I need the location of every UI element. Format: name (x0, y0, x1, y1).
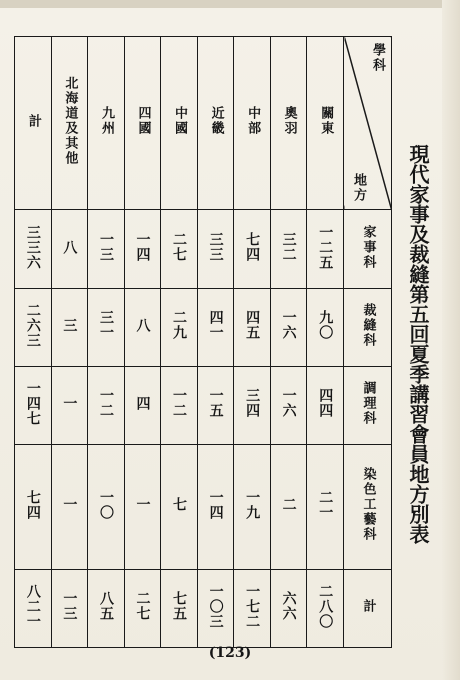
table-cell (234, 444, 271, 569)
table-cell (161, 444, 198, 569)
table-cell (161, 288, 198, 366)
subject-label: 計 (360, 598, 376, 614)
table-cell (161, 366, 198, 444)
subject-label: 裁縫科 (360, 302, 376, 348)
cell-value: 二八〇 (317, 583, 334, 629)
cell-value: 一 (61, 395, 78, 411)
table-cell (124, 569, 161, 647)
table-row (15, 444, 392, 569)
table-cell (15, 210, 52, 288)
table-cell (15, 288, 52, 366)
table-cell (88, 569, 125, 647)
region-label: 計 (25, 113, 41, 129)
cell-value: 二九 (171, 310, 188, 341)
cell-value: 一〇 (97, 489, 114, 520)
cell-value: 八 (134, 317, 151, 333)
region-label: 中部 (245, 106, 261, 137)
cell-value: 一 (134, 497, 151, 513)
region-header-cell (197, 37, 234, 210)
cell-value: 二一 (317, 489, 334, 520)
data-table-container (14, 36, 392, 648)
table-cell (270, 444, 307, 569)
cell-value: 七 (171, 497, 188, 513)
table-row (15, 210, 392, 288)
region-label: 奧羽 (281, 106, 297, 137)
header-row (15, 37, 392, 210)
table-cell (161, 210, 198, 288)
table-cell (234, 210, 271, 288)
subject-header-cell (344, 444, 392, 569)
table-cell (51, 366, 88, 444)
cell-value: 六六 (280, 591, 297, 622)
cell-value: 四 (134, 395, 151, 411)
table-cell (307, 569, 344, 647)
subject-label: 調理科 (360, 380, 376, 426)
region-label: 四國 (135, 106, 151, 137)
cell-value: 一四 (134, 232, 151, 263)
table-cell (124, 366, 161, 444)
cell-value: 四一 (207, 310, 224, 341)
cell-value: 一七二 (244, 583, 261, 629)
cell-value: 八二一 (24, 583, 41, 629)
region-header-cell (88, 37, 125, 210)
cell-value: 二七 (171, 232, 188, 263)
corner-subject-label: 學科 (370, 43, 385, 73)
table-cell (270, 288, 307, 366)
cell-value: 八五 (97, 591, 114, 622)
page-edge-top (0, 0, 460, 8)
region-label: 中國 (172, 106, 188, 137)
region-label: 關東 (318, 106, 334, 137)
cell-value: 二 (280, 497, 297, 513)
table-cell (307, 288, 344, 366)
table-cell (51, 444, 88, 569)
table-cell (234, 569, 271, 647)
region-header-cell (15, 37, 52, 210)
subject-header-cell (344, 210, 392, 288)
cell-value: 一四七 (24, 380, 41, 426)
region-label: 九州 (98, 106, 114, 137)
cell-value: 一〇三 (207, 583, 224, 629)
table-cell (197, 288, 234, 366)
cell-value: 一九 (244, 489, 261, 520)
cell-value: 一二五 (317, 224, 334, 270)
table-cell (51, 210, 88, 288)
cell-value: 一三 (97, 232, 114, 263)
region-header-cell (270, 37, 307, 210)
cell-value: 三 (61, 317, 78, 333)
cell-value: 七四 (24, 489, 41, 520)
cell-value: 三三 (207, 232, 224, 263)
cell-value: 三四 (244, 388, 261, 419)
cell-value: 二七 (134, 591, 151, 622)
cell-value: 一 (61, 497, 78, 513)
corner-region-label: 地方 (351, 173, 366, 204)
table-row (15, 569, 392, 647)
table-cell (197, 444, 234, 569)
cell-value: 一二 (97, 388, 114, 419)
subject-header-cell (344, 366, 392, 444)
table-cell (124, 288, 161, 366)
table-row (15, 288, 392, 366)
table-cell (15, 366, 52, 444)
cell-value: 七五 (171, 591, 188, 622)
cell-value: 一六 (280, 310, 297, 341)
page-number: (123) (208, 645, 252, 661)
data-table (14, 36, 392, 648)
table-title: 現代家事及裁縫第五回夏季講習會員地方別表 (406, 144, 430, 544)
table-cell (124, 444, 161, 569)
cell-value: 九〇 (317, 310, 334, 341)
cell-value: 三二 (280, 232, 297, 263)
region-header-cell (234, 37, 271, 210)
table-cell (88, 444, 125, 569)
table-cell (307, 444, 344, 569)
region-header-cell (161, 37, 198, 210)
cell-value: 四五 (244, 310, 261, 341)
table-cell (88, 210, 125, 288)
page-edge-right (442, 0, 460, 680)
table-cell (51, 569, 88, 647)
region-header-cell (51, 37, 88, 210)
table-cell (234, 288, 271, 366)
region-label: 近畿 (208, 106, 224, 137)
region-header-cell (124, 37, 161, 210)
table-cell (197, 210, 234, 288)
table-cell (270, 366, 307, 444)
table-cell (88, 288, 125, 366)
table-cell (197, 366, 234, 444)
cell-value: 一四 (207, 489, 224, 520)
cell-value: 三一 (97, 310, 114, 341)
table-cell (161, 569, 198, 647)
table-cell (15, 444, 52, 569)
table-cell (15, 569, 52, 647)
cell-value: 八 (61, 239, 78, 255)
cell-value: 七四 (244, 232, 261, 263)
table-row (15, 366, 392, 444)
table-cell (270, 569, 307, 647)
table-cell (88, 366, 125, 444)
cell-value: 三三六 (24, 224, 41, 270)
table-cell (124, 210, 161, 288)
cell-value: 二六三 (24, 302, 41, 348)
subject-label: 家事科 (360, 224, 376, 270)
subject-header-cell (344, 569, 392, 647)
corner-header-cell (344, 37, 392, 210)
cell-value: 四四 (317, 388, 334, 419)
subject-header-cell (344, 288, 392, 366)
table-cell (51, 288, 88, 366)
table-cell (307, 210, 344, 288)
subject-label: 染色工藝科 (360, 467, 376, 543)
table-cell (270, 210, 307, 288)
cell-value: 一三 (61, 591, 78, 622)
region-header-cell (307, 37, 344, 210)
cell-value: 一五 (207, 388, 224, 419)
cell-value: 一二 (171, 388, 188, 419)
region-label: 北海道及其他 (62, 76, 78, 167)
table-cell (307, 366, 344, 444)
table-cell (197, 569, 234, 647)
cell-value: 一六 (280, 388, 297, 419)
table-cell (234, 366, 271, 444)
